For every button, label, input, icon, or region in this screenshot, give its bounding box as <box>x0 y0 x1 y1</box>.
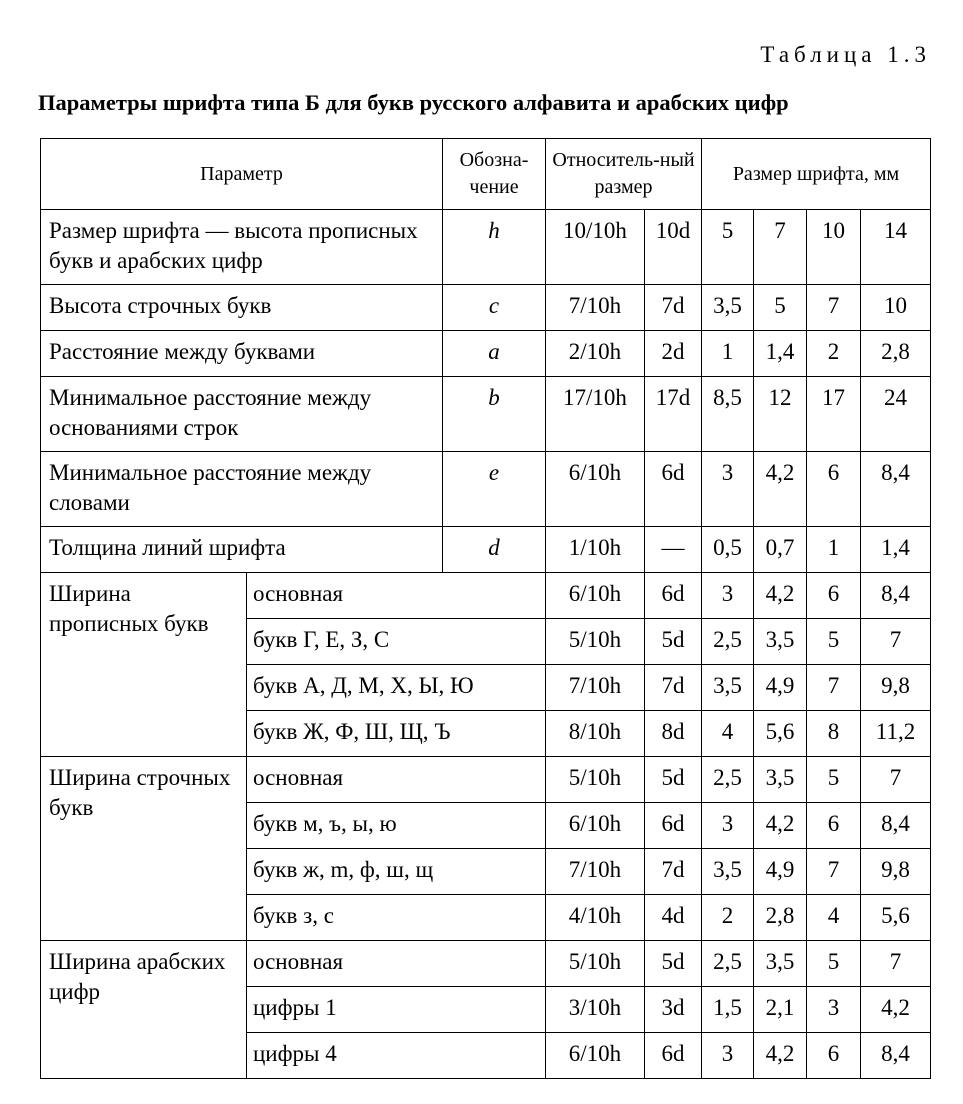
font-size-value: 4,2 <box>861 987 931 1033</box>
font-size-value: 4 <box>807 895 861 941</box>
header-symbol: Обозна-чение <box>443 139 546 210</box>
relative-size-d: 7d <box>645 285 702 331</box>
font-size-value: 5 <box>702 210 754 285</box>
font-size-value: 7 <box>754 210 807 285</box>
parameter-name: Расстояние между буквами <box>41 331 443 377</box>
relative-size-d: 2d <box>645 331 702 377</box>
font-size-value: 3,5 <box>754 941 807 987</box>
sub-parameter-name: основная <box>247 757 546 803</box>
table-row <box>41 941 931 987</box>
font-size-value: 3 <box>702 452 754 527</box>
group-label: Ширина строчных букв <box>41 757 247 941</box>
relative-size-d: 7d <box>645 849 702 895</box>
font-parameters-table <box>40 138 931 1079</box>
font-size-value: 3 <box>702 573 754 619</box>
parameter-symbol: d <box>443 527 546 573</box>
parameter-symbol: a <box>443 331 546 377</box>
relative-size-h: 10/10h <box>546 210 645 285</box>
font-size-value: 1 <box>807 527 861 573</box>
relative-size-d: 5d <box>645 757 702 803</box>
font-size-value: 4,2 <box>754 452 807 527</box>
header-param: Параметр <box>41 139 443 210</box>
parameter-symbol: c <box>443 285 546 331</box>
sub-parameter-name: букв А, Д, М, Х, Ы, Ю <box>247 665 546 711</box>
font-size-value: 6 <box>807 573 861 619</box>
font-size-value: 2,5 <box>702 941 754 987</box>
font-size-value: 6 <box>807 452 861 527</box>
font-size-value: 5,6 <box>754 711 807 757</box>
relative-size-h: 7/10h <box>546 285 645 331</box>
group-label: Ширина прописных букв <box>41 573 247 757</box>
font-size-value: 3,5 <box>754 757 807 803</box>
table-row <box>41 527 931 573</box>
font-size-value: 5 <box>807 941 861 987</box>
relative-size-h: 7/10h <box>546 849 645 895</box>
font-size-value: 3 <box>807 987 861 1033</box>
font-size-value: 8,5 <box>702 377 754 452</box>
parameter-name: Размер шрифта — высота прописных букв и арабских цифр <box>41 210 443 285</box>
font-size-value: 17 <box>807 377 861 452</box>
sub-parameter-name: основная <box>247 573 546 619</box>
relative-size-d: 17d <box>645 377 702 452</box>
relative-size-d: 5d <box>645 619 702 665</box>
table-row <box>41 210 931 285</box>
header-relative: Относитель-ный размер <box>546 139 702 210</box>
font-size-value: 3,5 <box>702 849 754 895</box>
font-size-value: 1 <box>702 331 754 377</box>
font-size-value: 7 <box>807 665 861 711</box>
font-size-value: 0,5 <box>702 527 754 573</box>
relative-size-h: 8/10h <box>546 711 645 757</box>
relative-size-h: 17/10h <box>546 377 645 452</box>
parameter-symbol: e <box>443 452 546 527</box>
font-size-value: 2 <box>807 331 861 377</box>
font-size-value: 2 <box>702 895 754 941</box>
sub-parameter-name: букв з, с <box>247 895 546 941</box>
relative-size-h: 5/10h <box>546 619 645 665</box>
font-size-value: 4,9 <box>754 849 807 895</box>
font-size-value: 8,4 <box>861 1033 931 1079</box>
font-size-value: 4,2 <box>754 803 807 849</box>
table-row <box>41 573 931 619</box>
font-size-value: 14 <box>861 210 931 285</box>
header-size: Размер шрифта, мм <box>702 139 931 210</box>
table-title: Параметры шрифта типа Б для букв русского алфавита и арабских цифр <box>38 90 789 115</box>
table-row <box>41 452 931 527</box>
font-size-value: 10 <box>807 210 861 285</box>
relative-size-d: 10d <box>645 210 702 285</box>
font-size-value: 12 <box>754 377 807 452</box>
font-size-value: 7 <box>807 285 861 331</box>
font-size-value: 7 <box>861 619 931 665</box>
relative-size-d: 5d <box>645 941 702 987</box>
font-size-value: 4,9 <box>754 665 807 711</box>
font-size-value: 24 <box>861 377 931 452</box>
font-size-value: 5 <box>807 619 861 665</box>
font-size-value: 9,8 <box>861 665 931 711</box>
font-size-value: 0,7 <box>754 527 807 573</box>
table-caption: Таблица 1.3 <box>760 42 931 67</box>
font-size-value: 3 <box>702 1033 754 1079</box>
sub-parameter-name: букв ж, m, ф, ш, щ <box>247 849 546 895</box>
parameter-symbol: h <box>443 210 546 285</box>
table-body <box>41 210 931 1079</box>
sub-parameter-name: цифры 4 <box>247 1033 546 1079</box>
sub-parameter-name: букв м, ъ, ы, ю <box>247 803 546 849</box>
font-size-value: 2,5 <box>702 757 754 803</box>
font-size-value: 4,2 <box>754 573 807 619</box>
font-size-value: 10 <box>861 285 931 331</box>
relative-size-d: 6d <box>645 452 702 527</box>
font-size-value: 8,4 <box>861 803 931 849</box>
font-size-value: 8 <box>807 711 861 757</box>
font-size-value: 6 <box>807 803 861 849</box>
font-size-value: 3,5 <box>702 665 754 711</box>
font-size-value: 3 <box>702 803 754 849</box>
font-size-value: 1,4 <box>754 331 807 377</box>
relative-size-h: 4/10h <box>546 895 645 941</box>
font-size-value: 3,5 <box>754 619 807 665</box>
table-row <box>41 377 931 452</box>
font-size-value: 7 <box>807 849 861 895</box>
relative-size-d: 3d <box>645 987 702 1033</box>
relative-size-h: 6/10h <box>546 1033 645 1079</box>
font-size-value: 6 <box>807 1033 861 1079</box>
relative-size-h: 5/10h <box>546 941 645 987</box>
relative-size-d: 7d <box>645 665 702 711</box>
font-size-value: 8,4 <box>861 452 931 527</box>
relative-size-h: 1/10h <box>546 527 645 573</box>
sub-parameter-name: букв Ж, Ф, Ш, Щ, Ъ <box>247 711 546 757</box>
relative-size-d: 4d <box>645 895 702 941</box>
parameter-name: Минимальное расстояние между словами <box>41 452 443 527</box>
parameter-name: Толщина линий шрифта <box>41 527 443 573</box>
font-size-value: 2,8 <box>754 895 807 941</box>
sub-parameter-name: основная <box>247 941 546 987</box>
font-size-value: 8,4 <box>861 573 931 619</box>
font-size-value: 2,8 <box>861 331 931 377</box>
table-row <box>41 331 931 377</box>
sub-parameter-name: букв Г, Е, З, С <box>247 619 546 665</box>
sub-parameter-name: цифры 1 <box>247 987 546 1033</box>
relative-size-h: 2/10h <box>546 331 645 377</box>
font-size-value: 4,2 <box>754 1033 807 1079</box>
relative-size-d: 6d <box>645 573 702 619</box>
relative-size-d: — <box>645 527 702 573</box>
relative-size-h: 5/10h <box>546 757 645 803</box>
font-size-value: 11,2 <box>861 711 931 757</box>
font-size-value: 4 <box>702 711 754 757</box>
relative-size-d: 6d <box>645 1033 702 1079</box>
relative-size-d: 6d <box>645 803 702 849</box>
relative-size-h: 7/10h <box>546 665 645 711</box>
table-row <box>41 757 931 803</box>
relative-size-d: 8d <box>645 711 702 757</box>
font-size-value: 5 <box>807 757 861 803</box>
group-label: Ширина арабских цифр <box>41 941 247 1079</box>
relative-size-h: 3/10h <box>546 987 645 1033</box>
font-size-value: 7 <box>861 941 931 987</box>
font-size-value: 7 <box>861 757 931 803</box>
relative-size-h: 6/10h <box>546 573 645 619</box>
font-size-value: 1,5 <box>702 987 754 1033</box>
font-size-value: 5 <box>754 285 807 331</box>
font-size-value: 5,6 <box>861 895 931 941</box>
relative-size-h: 6/10h <box>546 452 645 527</box>
table-row <box>41 285 931 331</box>
relative-size-h: 6/10h <box>546 803 645 849</box>
font-size-value: 9,8 <box>861 849 931 895</box>
parameter-name: Высота строчных букв <box>41 285 443 331</box>
font-size-value: 3,5 <box>702 285 754 331</box>
font-size-value: 1,4 <box>861 527 931 573</box>
parameter-name: Минимальное расстояние между основаниями строк <box>41 377 443 452</box>
parameter-symbol: b <box>443 377 546 452</box>
font-size-value: 2,5 <box>702 619 754 665</box>
font-size-value: 2,1 <box>754 987 807 1033</box>
